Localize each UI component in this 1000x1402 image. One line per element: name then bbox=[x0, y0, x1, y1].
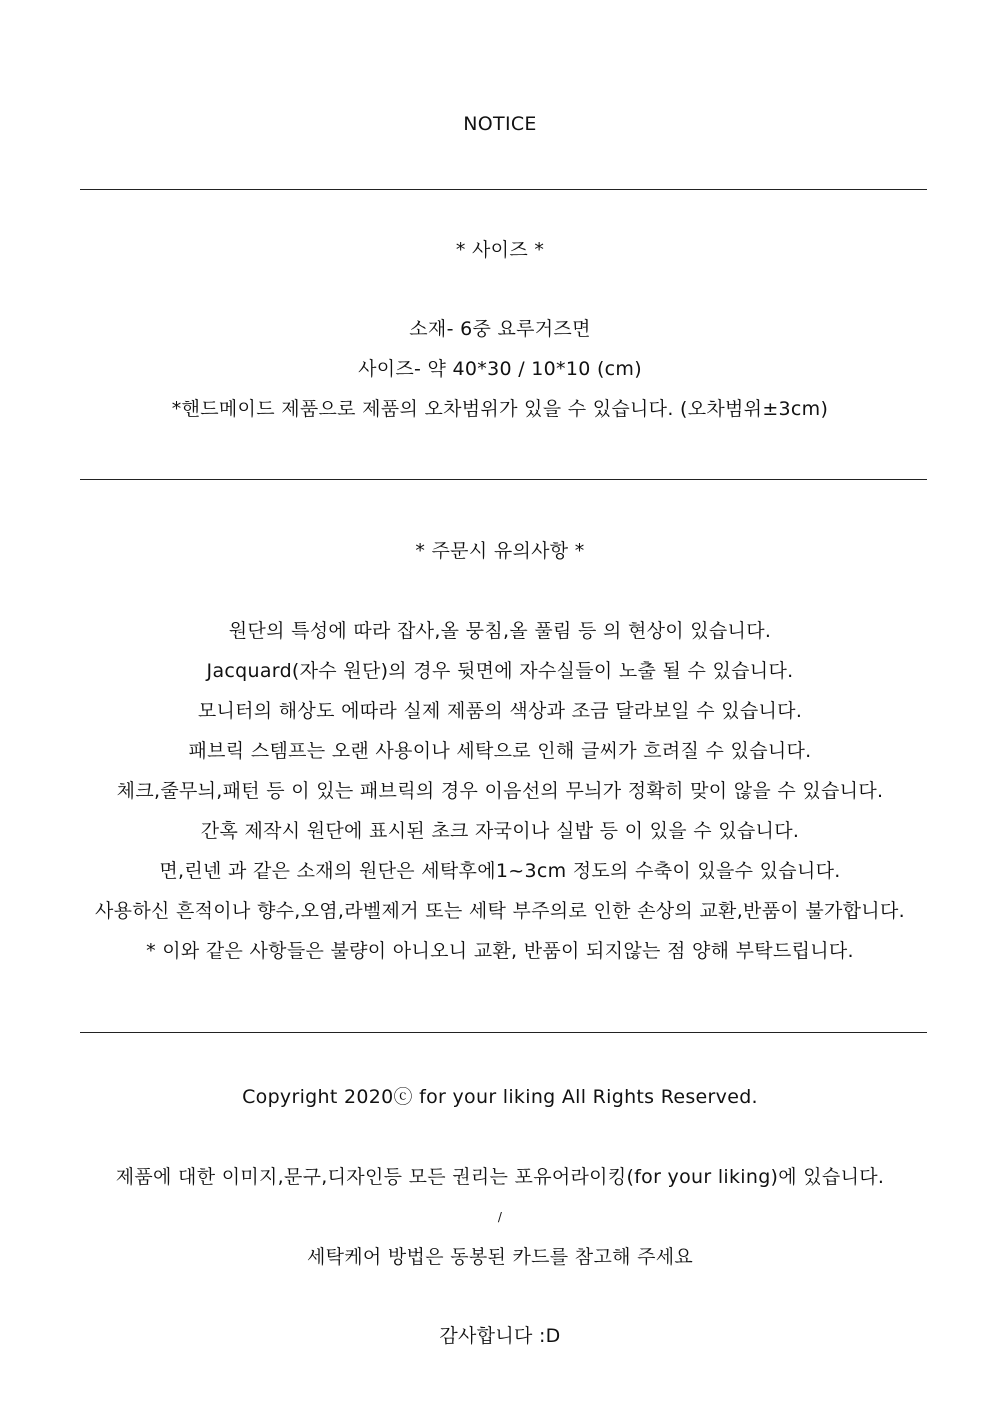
size-tolerance-line: *핸드메이드 제품으로 제품의 오차범위가 있을 수 있습니다. (오차범위±3cm) bbox=[171, 398, 829, 420]
thanks-text: 감사합니다 :D bbox=[439, 1325, 561, 1347]
order-note-9: * 이와 같은 사항들은 불량이 아니오니 교환, 반품이 되지않는 점 양해 부탁드립니다. bbox=[146, 940, 854, 962]
size-dimension-line: 사이즈- 약 40*30 / 10*10 (cm) bbox=[358, 358, 642, 380]
divider-top bbox=[80, 189, 927, 190]
size-material-line: 소재- 6중 요루거즈면 bbox=[409, 318, 591, 340]
order-note-5: 체크,줄무늬,패턴 등 이 있는 패브릭의 경우 이음선의 무늬가 정확히 맞이 않을 수 있습니다. bbox=[116, 780, 884, 802]
care-instructions-text: 세탁케어 방법은 동봉된 카드를 참고해 주세요 bbox=[306, 1246, 694, 1268]
order-note-1: 원단의 특성에 따라 잡사,올 뭉침,올 풀림 등 의 현상이 있습니다. bbox=[228, 620, 772, 642]
notice-title: NOTICE bbox=[463, 113, 537, 135]
divider-middle bbox=[80, 479, 927, 480]
size-heading: * 사이즈 * bbox=[455, 239, 545, 261]
copyright-text: Copyright 2020ⓒ for your liking All Rights Reserved. bbox=[242, 1086, 758, 1108]
order-note-6: 간혹 제작시 원단에 표시된 초크 자국이나 실밥 등 이 있을 수 있습니다. bbox=[200, 820, 800, 842]
order-heading: * 주문시 유의사항 * bbox=[415, 540, 585, 562]
order-note-7: 면,린넨 과 같은 소재의 원단은 세탁후에1~3cm 정도의 수축이 있을수 있습니다. bbox=[159, 860, 841, 882]
order-note-8: 사용하신 흔적이나 향수,오염,라벨제거 또는 세탁 부주의로 인한 손상의 교환,반품이 불가합니다. bbox=[95, 900, 905, 922]
divider-bottom bbox=[80, 1032, 927, 1033]
order-note-3: 모니터의 해상도 에따라 실제 제품의 색상과 조금 달라보일 수 있습니다. bbox=[197, 700, 803, 722]
order-note-4: 패브릭 스템프는 오랜 사용이나 세탁으로 인해 글씨가 흐려질 수 있습니다. bbox=[188, 740, 812, 762]
order-note-2: Jacquard(자수 원단)의 경우 뒷면에 자수실들이 노출 될 수 있습니다. bbox=[206, 660, 794, 682]
separator-slash: / bbox=[497, 1210, 503, 1224]
rights-text: 제품에 대한 이미지,문구,디자인등 모든 권리는 포유어라이킹(for your liking)에 있습니다. bbox=[115, 1166, 885, 1188]
